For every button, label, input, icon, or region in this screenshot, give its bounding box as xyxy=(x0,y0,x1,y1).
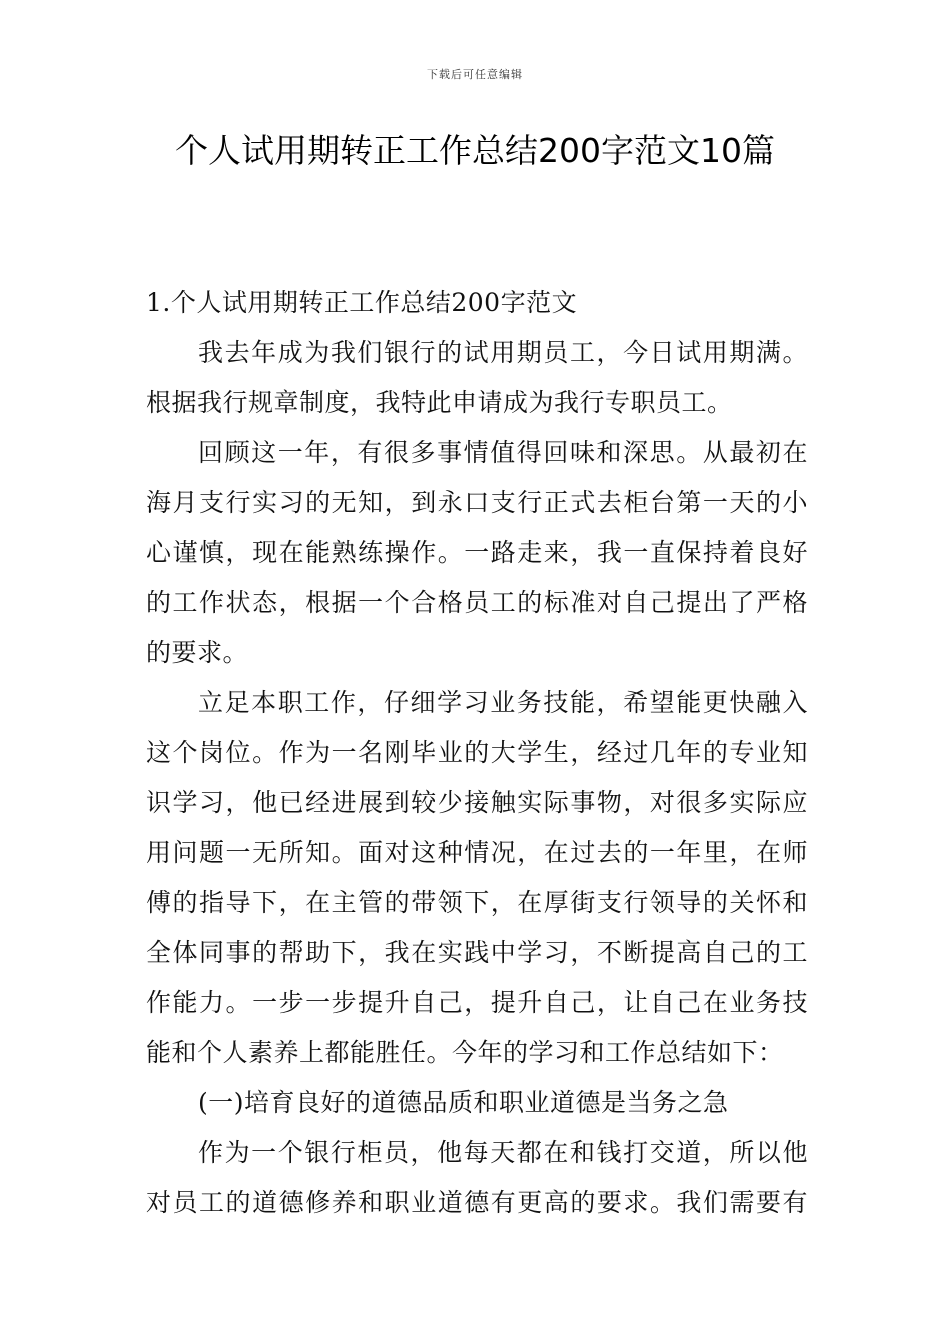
header-note: 下载后可任意编辑 xyxy=(427,68,523,81)
document-title: 个人试用期转正工作总结200字范文10篇 xyxy=(175,131,775,170)
document-body xyxy=(146,278,808,1228)
paragraph-line: 的工作状态，根据一个合格员工的标准对自己提出了严格 xyxy=(146,588,808,617)
section-heading: 1.个人试用期转正工作总结200字范文 xyxy=(146,288,578,317)
paragraph-line: 海月支行实习的无知，到永口支行正式去柜台第一天的小 xyxy=(146,488,808,517)
paragraph-line: 全体同事的帮助下，我在实践中学习，不断提高自己的工 xyxy=(146,938,808,967)
paragraph-line: 立足本职工作，仔细学习业务技能，希望能更快融入 xyxy=(198,688,808,717)
paragraph-line: 回顾这一年，有很多事情值得回味和深思。从最初在 xyxy=(198,438,808,467)
paragraph-line: 能和个人素养上都能胜任。今年的学习和工作总结如下： xyxy=(146,1038,784,1067)
paragraph-line: 的要求。 xyxy=(146,638,249,667)
paragraph-line: 作能力。一步一步提升自己，提升自己，让自己在业务技 xyxy=(146,988,808,1017)
paragraph-line: 作为一个银行柜员，他每天都在和钱打交道，所以他 xyxy=(198,1138,808,1167)
paragraph-line: 心谨慎，现在能熟练操作。一路走来，我一直保持着良好 xyxy=(146,538,808,567)
paragraph-line: 根据我行规章制度，我特此申请成为我行专职员工。 xyxy=(146,388,733,417)
paragraph-line: 傅的指导下，在主管的带领下，在厚街支行领导的关怀和 xyxy=(146,888,808,917)
paragraph-line: 对员工的道德修养和职业道德有更高的要求。我们需要有 xyxy=(146,1188,808,1217)
paragraph-line: 这个岗位。作为一名刚毕业的大学生，经过几年的专业知 xyxy=(146,738,808,767)
paragraph-line: 我去年成为我们银行的试用期员工，今日试用期满。 xyxy=(198,338,808,367)
section-heading: (一)培育良好的道德品质和职业道德是当务之急 xyxy=(198,1088,729,1117)
paragraph-line: 用问题一无所知。面对这种情况，在过去的一年里，在师 xyxy=(146,838,808,867)
paragraph-line: 识学习，他已经进展到较少接触实际事物，对很多实际应 xyxy=(146,788,808,817)
